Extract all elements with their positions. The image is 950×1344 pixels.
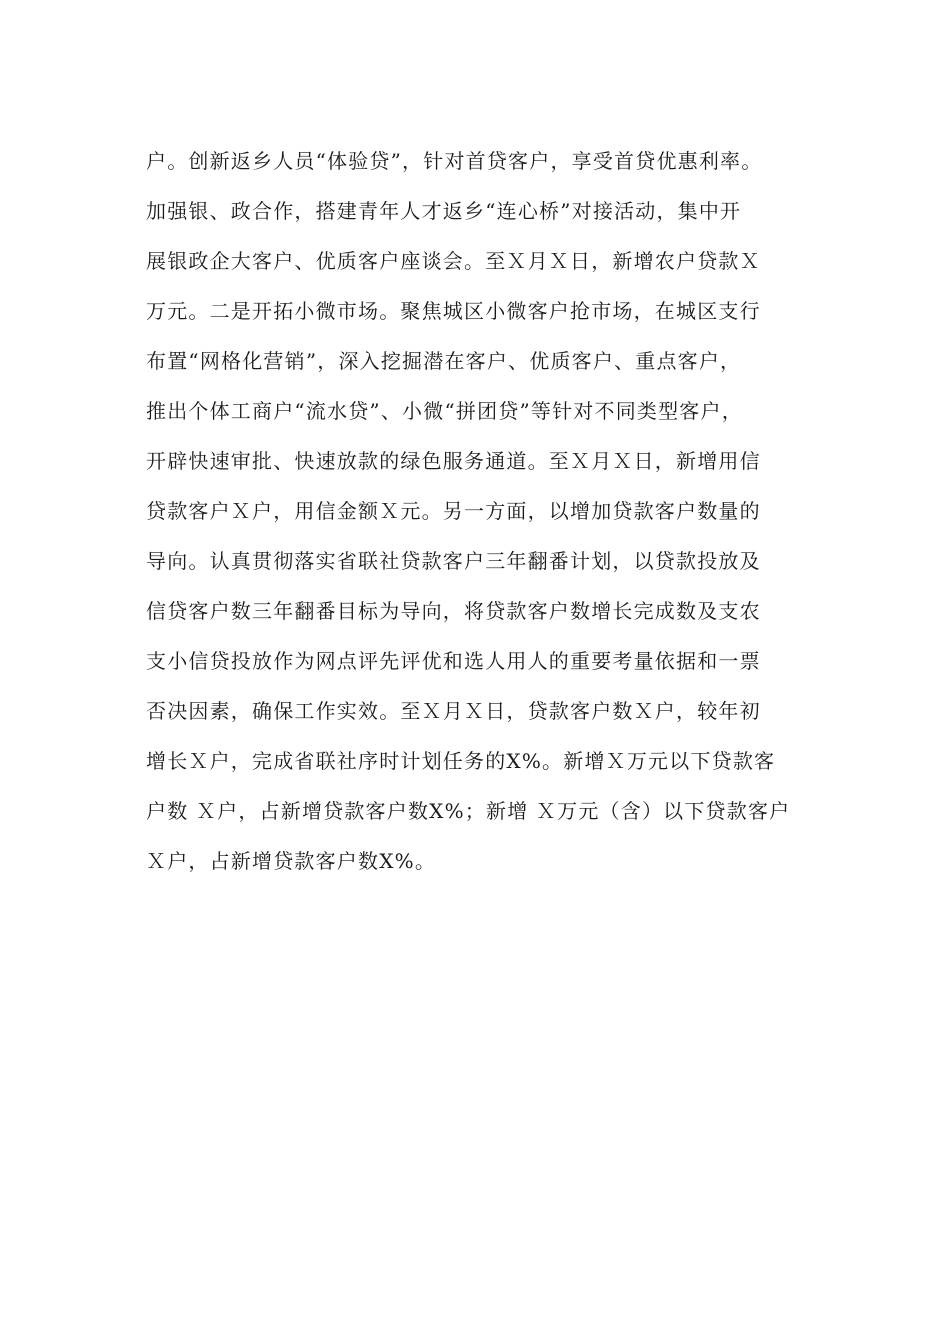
text-line: 导向。认真贯彻落实省联社贷款客户三年翻番计划，以贷款投放及 (146, 549, 761, 573)
text-line: 否决因素，确保工作实效。至Ｘ月Ｘ日，贷款客户数Ｘ户，较年初 (146, 699, 761, 723)
text-line: 推出个体工商户“流水贷”、小微“拼团贷”等针对不同类型客户， (146, 399, 743, 423)
text-line: 贷款客户Ｘ户，用信金额Ｘ元。另一方面，以增加贷款客户数量的 (146, 499, 761, 523)
text-line: 展银政企大客户、优质客户座谈会。至Ｘ月Ｘ日，新增农户贷款Ｘ (146, 249, 761, 273)
text-line: 户数 Ｘ户，占新增贷款客户数X%；新增 Ｘ万元（含）以下贷款客户 (146, 799, 791, 823)
text-line: 加强银、政合作，搭建青年人才返乡“连心桥”对接活动，集中开 (146, 199, 742, 223)
text-line: 布置“网格化营销”，深入挖掘潜在客户、优质客户、重点客户， (146, 349, 742, 373)
text-line: 户。创新返乡人员“体验贷”，针对首贷客户，享受首贷优惠利率。 (146, 149, 763, 173)
body-paragraph (146, 143, 826, 893)
text-line: 支小信贷投放作为网点评先评优和选人用人的重要考量依据和一票 (146, 649, 761, 673)
text-line: 信贷客户数三年翻番目标为导向，将贷款客户数增长完成数及支农 (146, 599, 761, 623)
text-line: 增长Ｘ户，完成省联社序时计划任务的X%。新增Ｘ万元以下贷款客 (146, 749, 776, 773)
text-line: 万元。二是开拓小微市场。聚焦城区小微客户抢市场，在城区支行 (146, 299, 761, 323)
text-line: Ｘ户，占新增贷款客户数X%。 (146, 849, 437, 873)
text-line: 开辟快速审批、快速放款的绿色服务通道。至Ｘ月Ｘ日，新增用信 (146, 449, 761, 473)
